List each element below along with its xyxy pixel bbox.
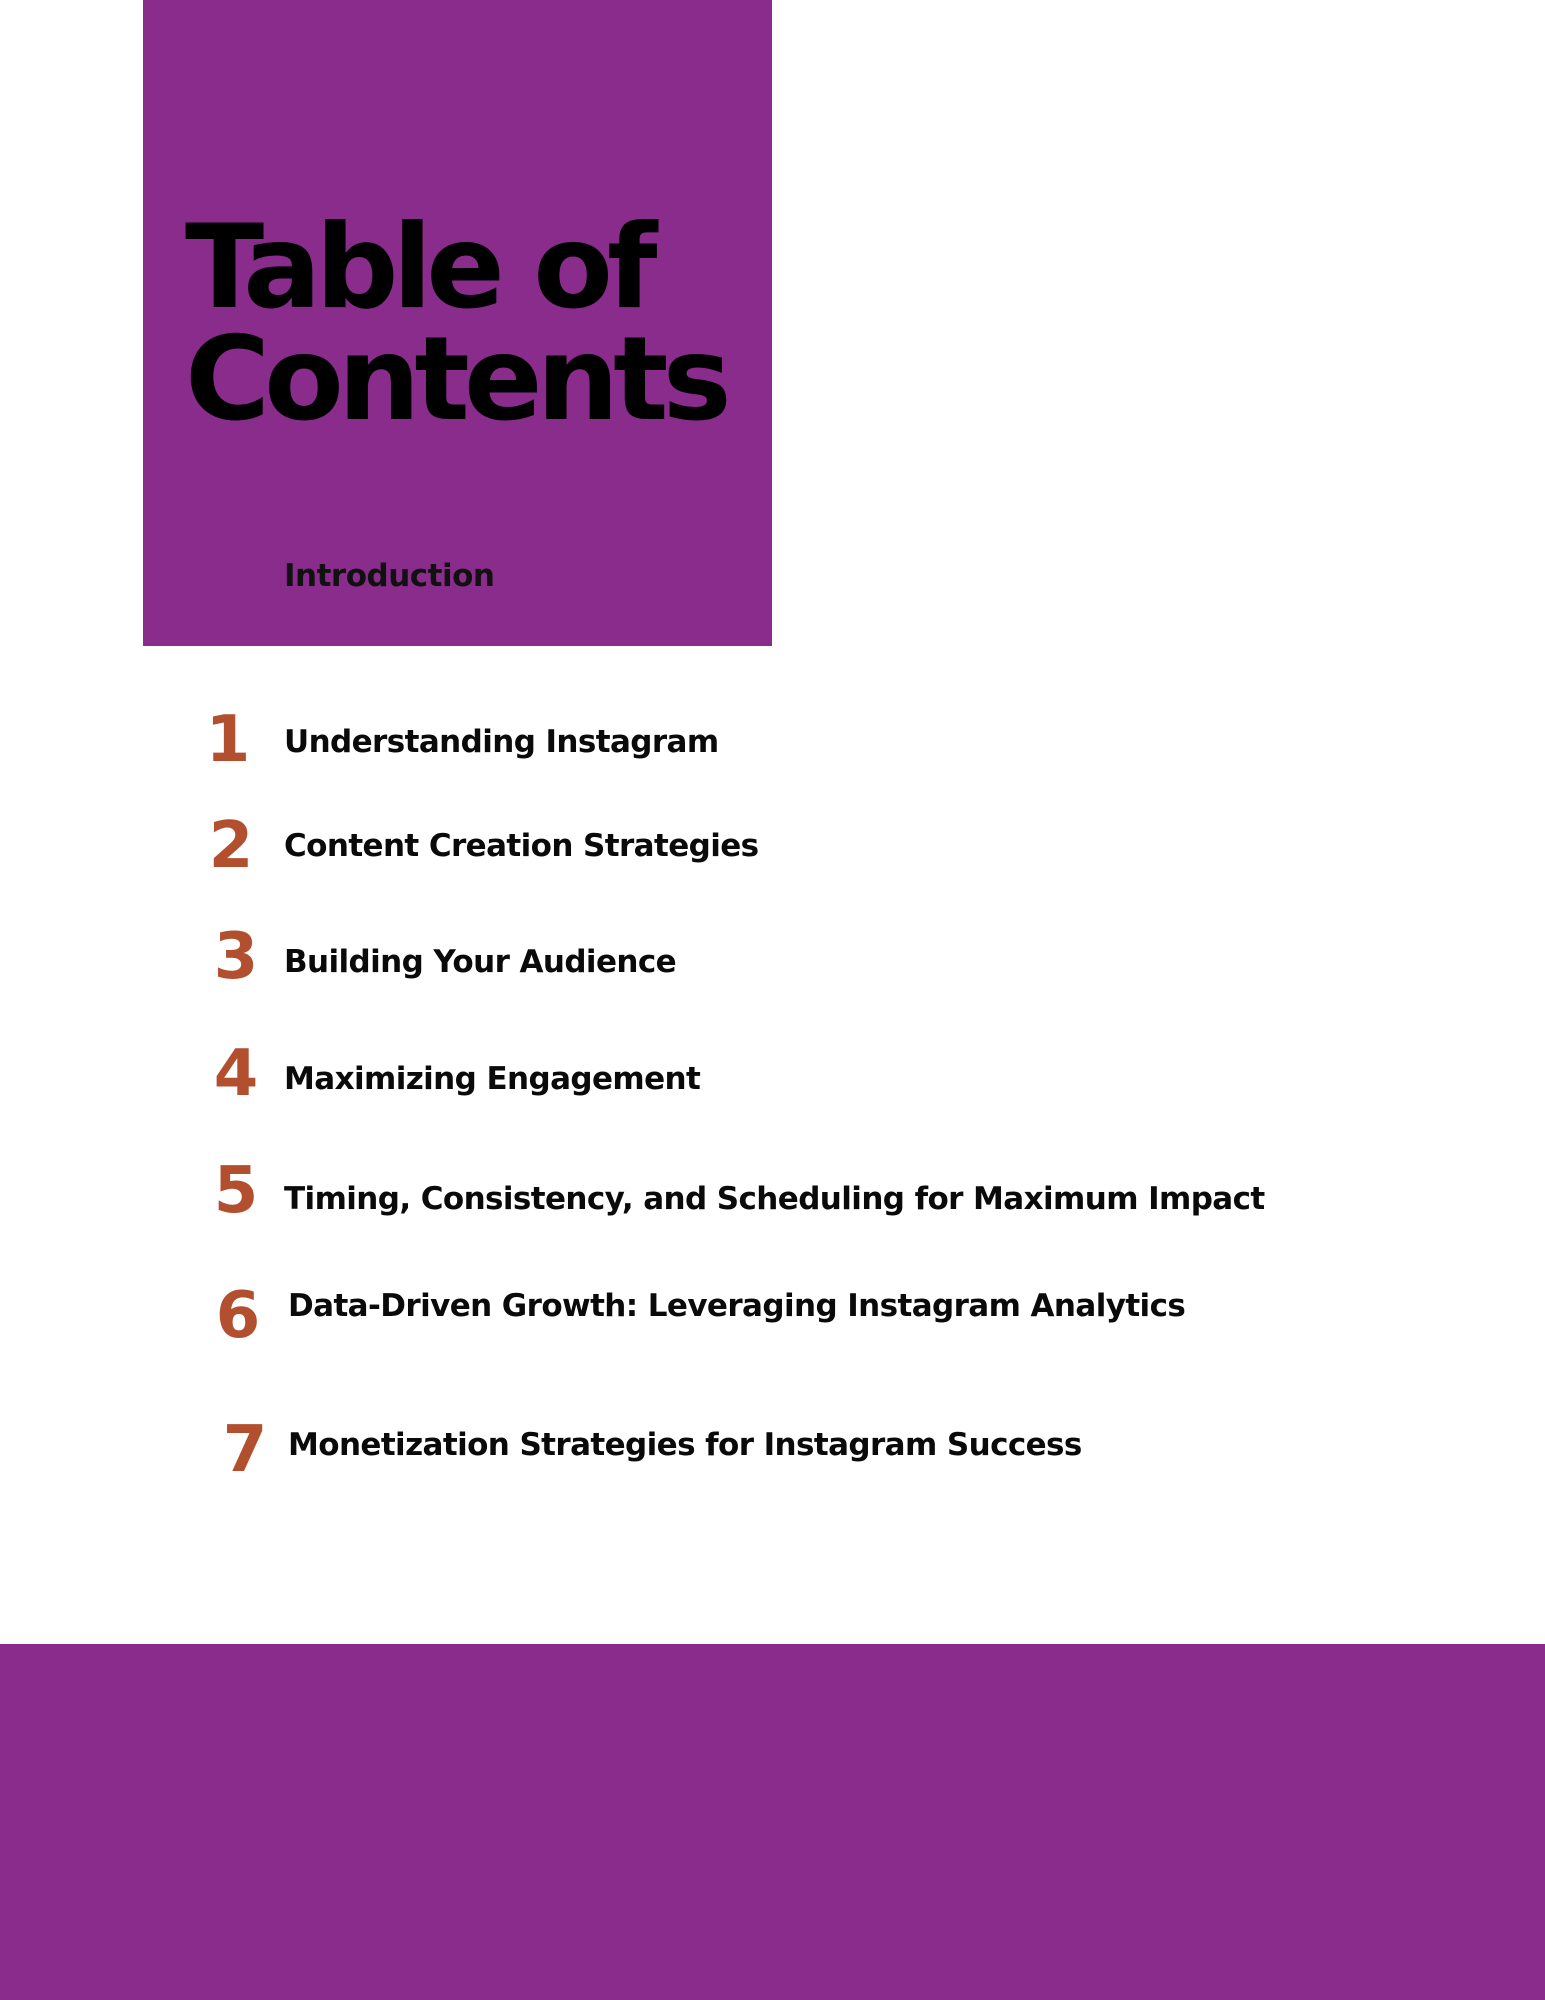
toc-label-2: Content Creation Strategies [284,828,759,864]
toc-item-3 [0,917,1545,997]
toc-item-6 [0,1276,1545,1356]
toc-label-6: Data-Driven Growth: Leveraging Instagram Analytics [288,1288,1186,1324]
title-line-1: Table of [185,200,652,335]
toc-label-1: Understanding Instagram [284,724,719,760]
toc-label-5: Timing, Consistency, and Scheduling for Maximum Impact [284,1181,1265,1217]
toc-item-2 [0,806,1545,886]
toc-item-7 [0,1410,1545,1490]
toc-item-introduction: Introduction [284,558,495,594]
page-title [185,200,726,447]
toc-item-5 [0,1151,1545,1231]
toc-label-4: Maximizing Engagement [284,1061,701,1097]
toc-number-2: 2 [208,809,254,883]
toc-number-7: 7 [222,1413,268,1487]
footer-color-block [0,1644,1545,2000]
toc-number-6: 6 [215,1279,261,1353]
toc-label-3: Building Your Audience [284,944,677,980]
toc-number-1: 1 [205,703,251,777]
toc-number-3: 3 [213,920,259,994]
toc-item-4 [0,1034,1545,1114]
toc-number-4: 4 [213,1037,259,1111]
toc-label-7: Monetization Strategies for Instagram Success [288,1427,1082,1463]
title-line-2: Contents [185,312,726,447]
toc-number-5: 5 [213,1154,259,1228]
toc-item-1 [0,700,1545,780]
